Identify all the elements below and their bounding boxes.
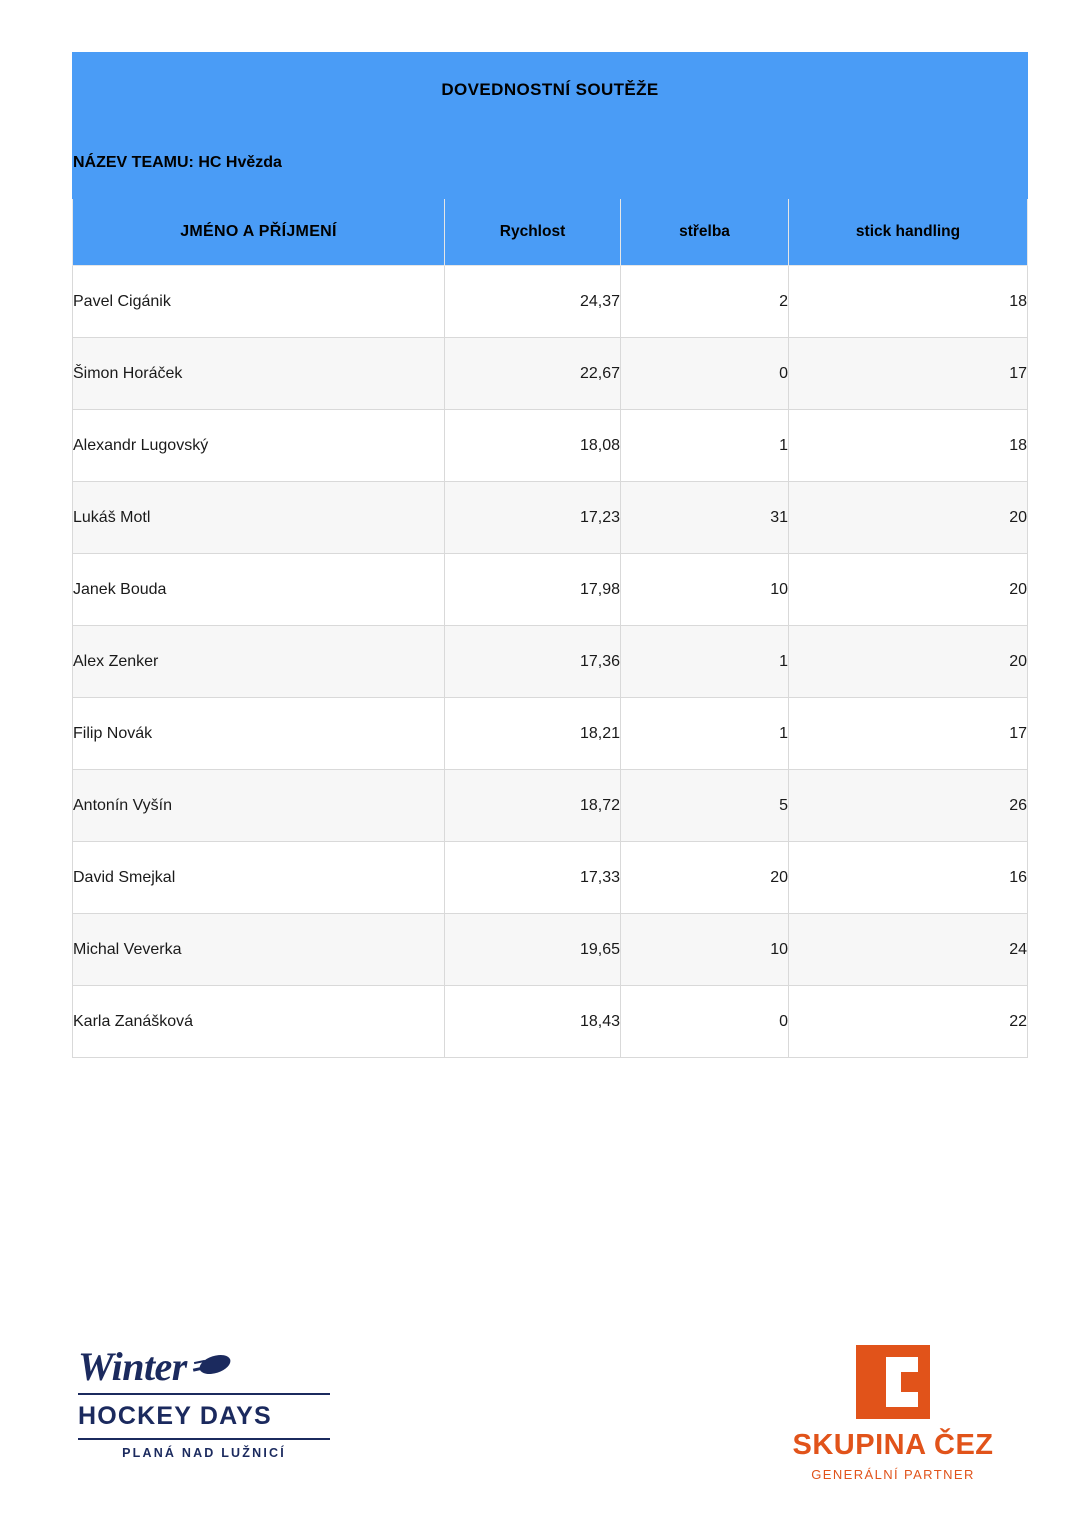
cell-speed: 18,72 [445, 770, 621, 842]
cell-speed: 22,67 [445, 338, 621, 410]
cell-stick-handling: 22 [789, 986, 1028, 1058]
cell-player-name: Šimon Horáček [73, 338, 445, 410]
cell-speed: 19,65 [445, 914, 621, 986]
divider [78, 1393, 330, 1395]
cell-stick-handling: 18 [789, 266, 1028, 338]
team-name-label: NÁZEV TEAMU: HC Hvězda [73, 128, 1028, 199]
cell-stick-handling: 20 [789, 482, 1028, 554]
cell-shooting: 0 [621, 986, 789, 1058]
column-header-name: JMÉNO A PŘÍJMENÍ [73, 199, 445, 266]
cell-player-name: Alex Zenker [73, 626, 445, 698]
column-header-shooting: střelba [621, 199, 789, 266]
cell-stick-handling: 16 [789, 842, 1028, 914]
table-row [73, 986, 1028, 1058]
cell-stick-handling: 20 [789, 554, 1028, 626]
table-row [73, 410, 1028, 482]
cell-shooting: 31 [621, 482, 789, 554]
cell-shooting: 1 [621, 698, 789, 770]
cell-stick-handling: 17 [789, 698, 1028, 770]
cell-shooting: 2 [621, 266, 789, 338]
cell-speed: 17,36 [445, 626, 621, 698]
table-row [73, 626, 1028, 698]
cell-shooting: 5 [621, 770, 789, 842]
cell-stick-handling: 17 [789, 338, 1028, 410]
cell-player-name: Filip Novák [73, 698, 445, 770]
hockey-puck-icon [193, 1356, 233, 1374]
table-row [73, 482, 1028, 554]
cell-player-name: Pavel Cigánik [73, 266, 445, 338]
cell-speed: 18,43 [445, 986, 621, 1058]
cell-stick-handling: 24 [789, 914, 1028, 986]
winter-wordmark [78, 1345, 368, 1389]
cell-player-name: David Smejkal [73, 842, 445, 914]
footer [0, 1345, 1090, 1525]
cell-shooting: 1 [621, 410, 789, 482]
cez-group-logo [758, 1345, 1028, 1482]
table-row [73, 842, 1028, 914]
cez-logo-subtitle: GENERÁLNÍ PARTNER [811, 1467, 975, 1482]
cell-speed: 17,98 [445, 554, 621, 626]
table-row [73, 698, 1028, 770]
table-row [73, 266, 1028, 338]
winter-logo-line3: PLANÁ NAD LUŽNICÍ [122, 1446, 286, 1460]
table-head [73, 53, 1028, 266]
cell-speed: 24,37 [445, 266, 621, 338]
winter-logo-word: Winter [78, 1344, 187, 1389]
winter-hockey-days-logo [78, 1345, 368, 1485]
results-sheet [72, 52, 1027, 1058]
cell-shooting: 10 [621, 914, 789, 986]
cez-mark-icon [856, 1345, 930, 1419]
skills-results-table [72, 52, 1028, 1058]
cell-speed: 18,21 [445, 698, 621, 770]
cell-player-name: Michal Veverka [73, 914, 445, 986]
cell-stick-handling: 18 [789, 410, 1028, 482]
cell-player-name: Lukáš Motl [73, 482, 445, 554]
cell-speed: 17,33 [445, 842, 621, 914]
table-row [73, 338, 1028, 410]
cell-player-name: Janek Bouda [73, 554, 445, 626]
column-header-speed: Rychlost [445, 199, 621, 266]
cell-shooting: 1 [621, 626, 789, 698]
cell-player-name: Karla Zanášková [73, 986, 445, 1058]
cell-stick-handling: 26 [789, 770, 1028, 842]
column-header-row [73, 199, 1028, 266]
cell-shooting: 20 [621, 842, 789, 914]
column-header-stick-handling: stick handling [789, 199, 1028, 266]
table-row [73, 914, 1028, 986]
table-row [73, 554, 1028, 626]
cell-player-name: Alexandr Lugovský [73, 410, 445, 482]
team-row [73, 128, 1028, 199]
title-row [73, 53, 1028, 128]
divider [78, 1438, 330, 1440]
cell-shooting: 10 [621, 554, 789, 626]
winter-logo-line2: HOCKEY DAYS [78, 1402, 272, 1430]
cell-speed: 17,23 [445, 482, 621, 554]
cell-stick-handling: 20 [789, 626, 1028, 698]
cez-logo-name: SKUPINA ČEZ [792, 1429, 994, 1461]
table-row [73, 770, 1028, 842]
cell-shooting: 0 [621, 338, 789, 410]
document-title: DOVEDNOSTNÍ SOUTĚŽE [73, 53, 1028, 128]
cell-speed: 18,08 [445, 410, 621, 482]
table-body [73, 266, 1028, 1058]
cell-player-name: Antonín Vyšín [73, 770, 445, 842]
